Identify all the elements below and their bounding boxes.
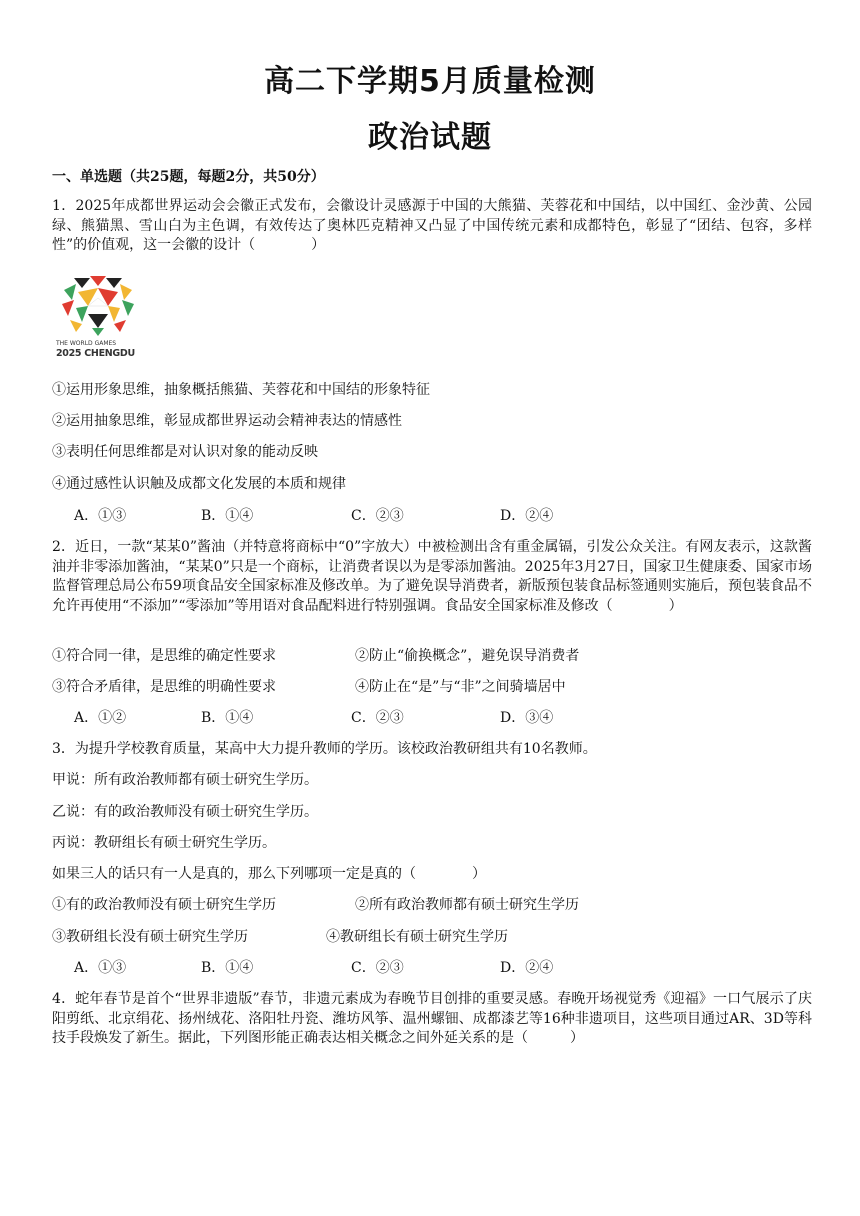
- q2-item-1: ①符合同一律，是思维的确定性要求: [52, 648, 276, 664]
- q2-item-2: ②防止“偷换概念”，避免误导消费者: [355, 648, 580, 664]
- logo-caption-bottom: 2025 CHENGDU: [56, 348, 135, 359]
- page-subtitle: 政治试题: [368, 120, 492, 155]
- panda-knot-emblem-icon: [56, 270, 140, 340]
- q3-item-2: ②所有政治教师都有硕士研究生学历: [355, 897, 579, 913]
- q2-option-a: A．①②: [74, 710, 127, 726]
- q3-option-b: B．①④: [201, 960, 254, 976]
- question-3-stem: 3．为提升学校教育质量，某高中大力提升教师的学历。该校政治教研组共有10名教师。: [52, 741, 597, 757]
- q1-item-2: ②运用抽象思维，彰显成都世界运动会精神表达的情感性: [52, 413, 402, 429]
- q2-option-b: B．①④: [201, 710, 254, 726]
- q3-item-1: ①有的政治教师没有硕士研究生学历: [52, 897, 276, 913]
- q3-option-d: D．②④: [500, 960, 554, 976]
- q3-statement-bing: 丙说：教研组长有硕士研究生学历。: [52, 835, 276, 851]
- question-4-stem: 4．蛇年春节是首个“世界非遗版”春节，非遗元素成为春晚节目创排的重要灵感。春晚开场视觉秀《迎福》一口气展示了庆阳剪纸、北京绢花、扬州绒花、洛阳牡丹瓷、潍坊风筝、温州螺钿、成都漆艺等16种非遗项目，这些项目通过AR、3D等科技手段焕发了新生。据此，下列图形能正确表达相关概念之间外延关系的是（ ）: [52, 991, 812, 1046]
- q3-item-4: ④教研组长有硕士研究生学历: [326, 929, 508, 945]
- q3-item-3: ③教研组长没有硕士研究生学历: [52, 929, 248, 945]
- q1-option-c: C．②③: [351, 508, 404, 524]
- question-2-stem: 2．近日，一款“某某0”酱油（并特意将商标中“0”字放大）中被检测出含有重金属镉，引发公众关注。有网友表示，这款酱油并非零添加酱油，“某某0”只是一个商标，让消费者误以为是零添加酱油。2025年3月27日，国家卫生健康委、国家市场监督管理总局公布59项食品安全国家标准及修改单。为了避免误导消费者，新版预包装食品标签通则实施后，预包装食品不允许再使用“不添加”“零添加”等用语对食品配料进行特别强调。食品安全国家标准及修改（ ）: [52, 539, 812, 614]
- q1-option-b: B．①④: [201, 508, 254, 524]
- page-title: 高二下学期5月质量检测: [264, 64, 596, 99]
- q3-option-c: C．②③: [351, 960, 404, 976]
- q1-option-a: A．①③: [74, 508, 127, 524]
- q2-option-c: C．②③: [351, 710, 404, 726]
- q2-item-4: ④防止在“是”与“非”之间骑墙居中: [355, 679, 566, 695]
- q1-item-4: ④通过感性认识触及成都文化发展的本质和规律: [52, 476, 346, 492]
- q1-option-d: D．②④: [500, 508, 554, 524]
- section-heading: 一、单选题（共25题，每题2分，共50分）: [52, 169, 325, 185]
- q2-option-d: D．③④: [500, 710, 554, 726]
- q1-item-3: ③表明任何思维都是对认识对象的能动反映: [52, 444, 318, 460]
- logo-caption-top: THE WORLD GAMES: [56, 340, 117, 347]
- q2-item-3: ③符合矛盾律，是思维的明确性要求: [52, 679, 276, 695]
- q3-option-a: A．①③: [74, 960, 127, 976]
- question-1-stem: 1．2025年成都世界运动会会徽正式发布，会徽设计灵感源于中国的大熊猫、芙蓉花和中国结，以中国红、金沙黄、公园绿、熊猫黑、雪山白为主色调，有效传达了奥林匹克精神又凸显了中国传统元素和成都特色，彰显了“团结、包容，多样性”的价值观，这一会徽的设计（ ）: [52, 198, 812, 253]
- q3-statement-yi: 乙说：有的政治教师没有硕士研究生学历。: [52, 804, 318, 820]
- world-games-logo: [56, 270, 140, 362]
- q1-item-1: ①运用形象思维，抽象概括熊猫、芙蓉花和中国结的形象特征: [52, 382, 430, 398]
- q3-question: 如果三人的话只有一人是真的，那么下列哪项一定是真的（ ）: [52, 866, 486, 882]
- q3-statement-jia: 甲说：所有政治教师都有硕士研究生学历。: [52, 772, 318, 788]
